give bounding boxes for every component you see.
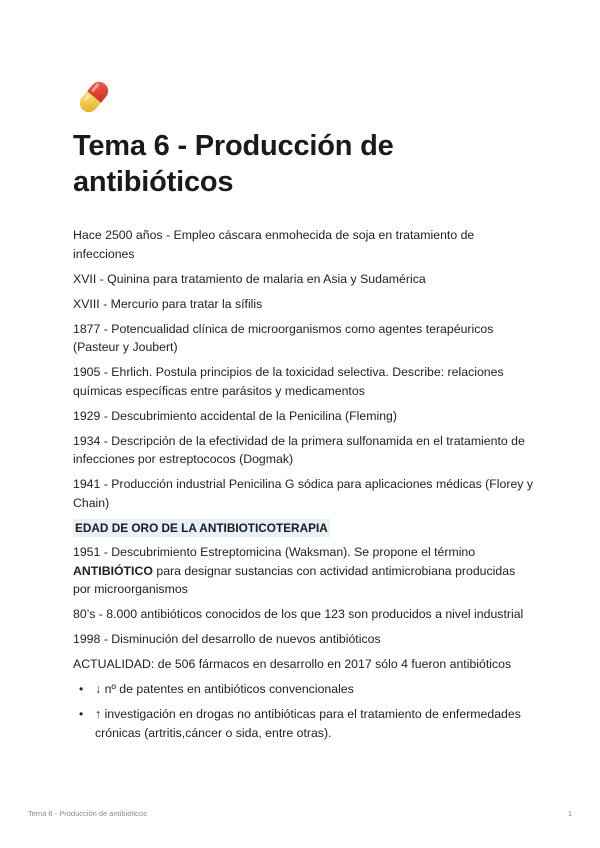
- bullet-list: [73, 680, 533, 742]
- paragraph: XVIII - Mercurio para tratar la sífilis: [73, 296, 263, 311]
- paragraph-1951: [73, 543, 533, 599]
- paragraph: XVII - Quinina para tratamiento de malaria en Asia y Sudamérica: [73, 271, 426, 286]
- paragraph-1951-before: 1951 - Descubrimiento Estreptomicina (Waksman). Se propone el término: [73, 545, 476, 559]
- list-item: [73, 680, 533, 699]
- paragraph: 1877 - Potencualidad clínica de microorganismos como agentes terapéuricos (Pasteur y Joubert): [73, 321, 494, 354]
- page-number: 1: [567, 809, 572, 818]
- paragraph: ACTUALIDAD: de 506 fármacos en desarrollo en 2017 sólo 4 fueron antibióticos: [73, 657, 512, 671]
- bullet-icon: •: [79, 707, 84, 721]
- section-heading: EDAD DE ORO DE LA ANTIBIOTICOTERAPIA: [75, 520, 328, 535]
- section-heading-wrap: [73, 519, 533, 537]
- paragraph: 80’s - 8.000 antibióticos conocidos de los que 123 son producidos a nivel industrial: [73, 607, 524, 621]
- bullet-icon: •: [79, 682, 84, 696]
- paragraph: 1905 - Ehrlich. Postula principios de la toxicidad selectiva. Describe: relaciones químicas específicas entre parásitos y medicamentos: [73, 365, 504, 398]
- list-item-text: ↑ investigación en drogas no antibióticas para el tratamiento de enfermedades crónicas (artritis,cáncer o sida, entre otras).: [95, 707, 521, 740]
- list-item: [73, 705, 533, 742]
- antibiotico-term: ANTIBIÓTICO: [73, 563, 153, 578]
- page-title: Tema 6 - Producción de antibióticos: [73, 130, 394, 198]
- paragraph: 1934 - Descripción de la efectividad de la primera sulfonamida en el tratamiento de infecciones por estreptococos (Dogmak): [73, 433, 525, 466]
- paragraph: 1929 - Descubrimiento accidental de la Penicilina (Fleming): [73, 408, 397, 423]
- document-body: [73, 226, 533, 749]
- paragraph: 1998 - Disminución del desarrollo de nuevos antibióticos: [73, 632, 381, 646]
- paragraph: 1941 - Producción industrial Penicilina G sódica para aplicaciones médicas (Florey y Chain): [73, 477, 533, 510]
- pill-icon: [73, 76, 115, 118]
- footer-title: Tema 6 - Producción de antibióticos: [28, 809, 147, 818]
- list-item-text: ↓ nº de patentes en antibióticos convencionales: [95, 682, 354, 696]
- paragraph: Hace 2500 años - Empleo cáscara enmohecida de soja en tratamiento de infecciones: [73, 228, 475, 261]
- paragraph-1951-after: para designar sustancias con actividad antimicrobiana producidas por microorganismos: [73, 563, 516, 596]
